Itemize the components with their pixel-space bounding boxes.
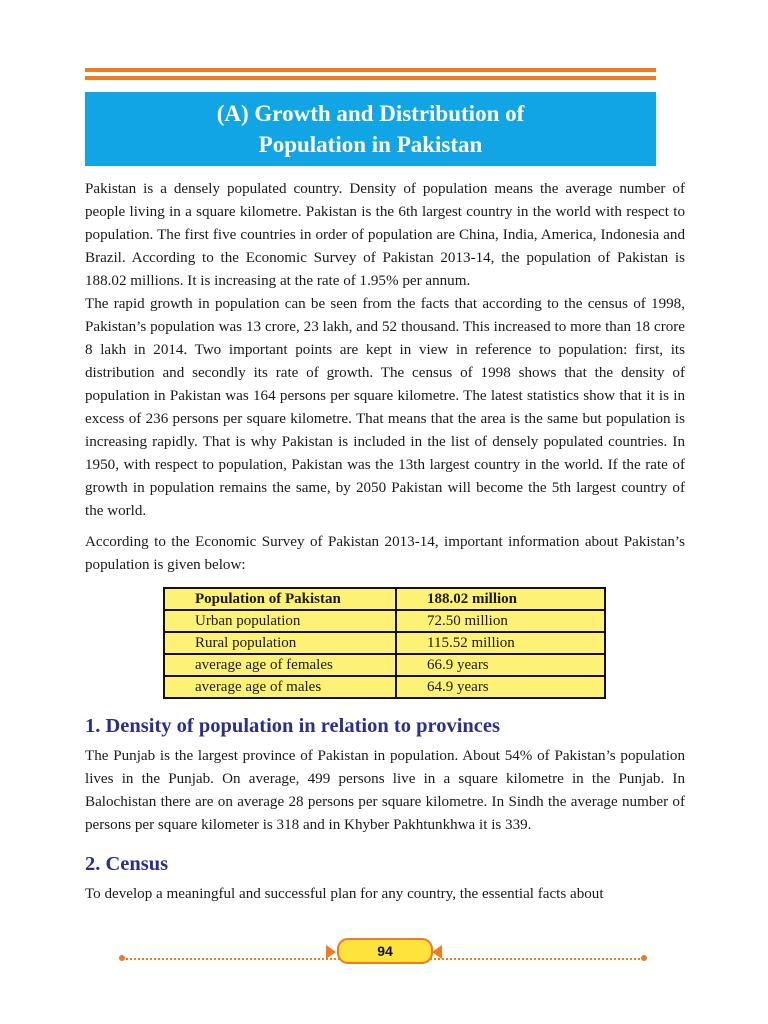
chapter-title-line1: (A) Growth and Distribution of xyxy=(216,101,525,126)
paragraph-density-intro: Pakistan is a densely populated country. Density of population means the average number of people living in a square kilometre. Pakistan is the 6th largest country in the world with respect to population. The first five countries in order of population are China, India, America, Indonesia and Brazil. According to the Economic Survey of Pakistan 2013-14, the population of Pakistan is 188.02 millions. It is increasing at the rate of 1.95% per annum. xyxy=(85,181,685,289)
paragraph-provinces: The Punjab is the largest province of Pakistan in population. About 54% of Pakistan’s population lives in the Punjab. On average, 499 persons live in a square kilometre in the Punjab. In Balochistan there are on average 28 persons per square kilometre. In Sindh the average number of persons per square kilometer is 318 and in Khyber Pakhtunkhwa it is 339. xyxy=(85,748,685,833)
table-cell: 188.02 million xyxy=(396,588,605,610)
table-row xyxy=(164,676,605,698)
table-cell: Population of Pakistan xyxy=(164,588,396,610)
page-number-arrow-right xyxy=(432,945,442,959)
section-heading-census: 2. Census xyxy=(85,853,169,875)
table-cell: average age of females xyxy=(164,654,396,676)
table-cell: average age of males xyxy=(164,676,396,698)
chapter-title-banner xyxy=(85,92,656,166)
table-row xyxy=(164,654,605,676)
paragraph-survey-intro: According to the Economic Survey of Pakistan 2013-14, important information about Pakistan’s population is given below: xyxy=(85,534,685,573)
population-table xyxy=(163,587,606,699)
paragraph-census: To develop a meaningful and successful plan for any country, the essential facts about xyxy=(85,886,604,902)
table-row xyxy=(164,632,605,654)
page-content xyxy=(85,178,685,906)
table-row xyxy=(164,588,605,610)
table-cell: 66.9 years xyxy=(396,654,605,676)
footer-rule-dot-right xyxy=(641,955,647,961)
table-cell: 115.52 million xyxy=(396,632,605,654)
table-cell: 72.50 million xyxy=(396,610,605,632)
section-heading-density: 1. Density of population in relation to provinces xyxy=(85,715,500,737)
page-number: 94 xyxy=(337,938,433,964)
table-cell: Rural population xyxy=(164,632,396,654)
page-number-arrow-left xyxy=(326,945,336,959)
table-cell: Urban population xyxy=(164,610,396,632)
top-rule-upper xyxy=(85,68,656,72)
table-row xyxy=(164,610,605,632)
paragraph-growth: The rapid growth in population can be seen from the facts that according to the census of 1998, Pakistan’s population was 13 crore, 23 lakh, and 52 thousand. This increased to more than 18 crore 8 lakh in 2014. Two important points are kept in view in reference to population: first, its distribution and secondly its rate of growth. The census of 1998 shows that the density of population in Pakistan was 164 persons per square kilometre. The latest statistics show that it is in excess of 236 persons per square kilometre. That means that the area is the same but population is increasing rapidly. That is why Pakistan is included in the list of densely populated countries. In 1950, with respect to population, Pakistan was the 13th largest country in the world. If the rate of growth in population remains the same, by 2050 Pakistan will become the 5th largest country of the world. xyxy=(85,296,685,519)
footer-rule-dot-left xyxy=(119,955,125,961)
top-rule-lower xyxy=(85,76,656,80)
chapter-title-line2: Population in Pakistan xyxy=(258,132,483,157)
table-cell: 64.9 years xyxy=(396,676,605,698)
